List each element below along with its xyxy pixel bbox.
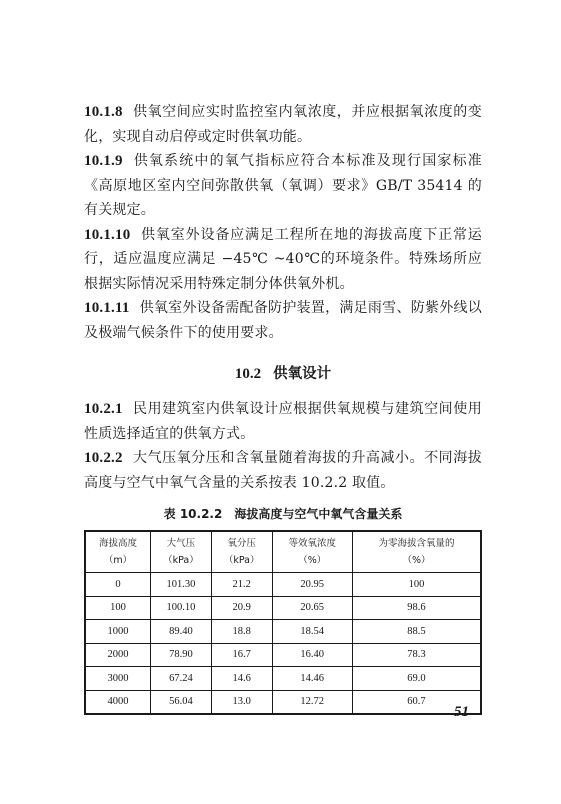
table-row: 4000 56.04 13.0 12.72 60.7 [85, 690, 481, 714]
section-heading [84, 362, 482, 383]
header-altitude: 海拔高度 （m） [85, 531, 151, 573]
clause-10-2-2 [84, 446, 482, 495]
clause-number: 10.1.9 [84, 153, 123, 169]
clause-10-2-1 [84, 397, 482, 446]
clause-number: 10.1.8 [84, 104, 123, 120]
clause-text: 供氧系统中的氧气指标应符合本标准及现行国家标准《高原地区室内空间弥散供氧（氧调）要求》GB/T 35414 的有关规定。 [84, 153, 482, 218]
header-pressure: 大气压 （kPa） [151, 531, 212, 573]
section-title: 供氧设计 [273, 365, 332, 382]
table-row: 2000 78.90 16.7 16.40 78.3 [85, 643, 481, 667]
header-relative-oxygen: 为零海拔含氧量的 （%） [352, 531, 481, 573]
clause-10-1-8 [84, 100, 482, 149]
table-row: 3000 67.24 14.6 14.46 69.0 [85, 667, 481, 691]
table-number: 表 10.2.2 [163, 507, 223, 521]
clause-number: 10.2.2 [84, 450, 123, 466]
table-caption [84, 505, 482, 522]
page-number: 51 [454, 704, 469, 720]
table-row: 100 100.10 20.9 20.65 98.6 [85, 596, 481, 620]
table-title: 海拔高度与空气中氧气含量关系 [234, 507, 403, 521]
altitude-oxygen-table [84, 530, 482, 715]
table-row: 0 101.30 21.2 20.95 100 [85, 573, 481, 597]
top-paragraphs [84, 100, 482, 345]
clause-text: 供氧室外设备应满足工程所在地的海拔高度下正常运行，适应温度应满足 −45℃ ~40℃的环境条件。特殊场所应根据实际情况采用特殊定制分体供氧外机。 [84, 226, 482, 292]
table-row: 1000 89.40 18.8 18.54 88.5 [85, 620, 481, 644]
clause-text: 供氧室外设备需配备防护装置，满足雨雪、防紫外线以及极端气候条件下的使用要求。 [84, 300, 482, 341]
clause-10-1-9 [84, 149, 482, 223]
clause-number: 10.2.1 [84, 401, 123, 417]
header-oxygen-partial: 氧分压 （kPa） [211, 531, 272, 573]
clause-number: 10.1.11 [84, 300, 130, 316]
clause-10-1-10 [84, 223, 482, 297]
section-number: 10.2 [234, 366, 262, 382]
document-page [84, 100, 482, 715]
header-equivalent-concentration: 等效氧浓度 （%） [272, 531, 352, 573]
clause-number: 10.1.10 [84, 226, 131, 243]
clause-10-1-11 [84, 296, 482, 345]
clause-text: 供氧空间应实时监控室内氧浓度，并应根据氧浓度的变化，实现自动启停或定时供氧功能。 [84, 104, 482, 145]
clause-text: 民用建筑室内供氧设计应根据供氧规模与建筑空间使用性质选择适宜的供氧方式。 [84, 401, 482, 442]
table-header-row [85, 531, 481, 573]
clause-text: 大气压氧分压和含氧量随着海拔的升高减小。不同海拔高度与空气中氧气含量的关系按表 10.2.2 取值。 [84, 450, 482, 491]
